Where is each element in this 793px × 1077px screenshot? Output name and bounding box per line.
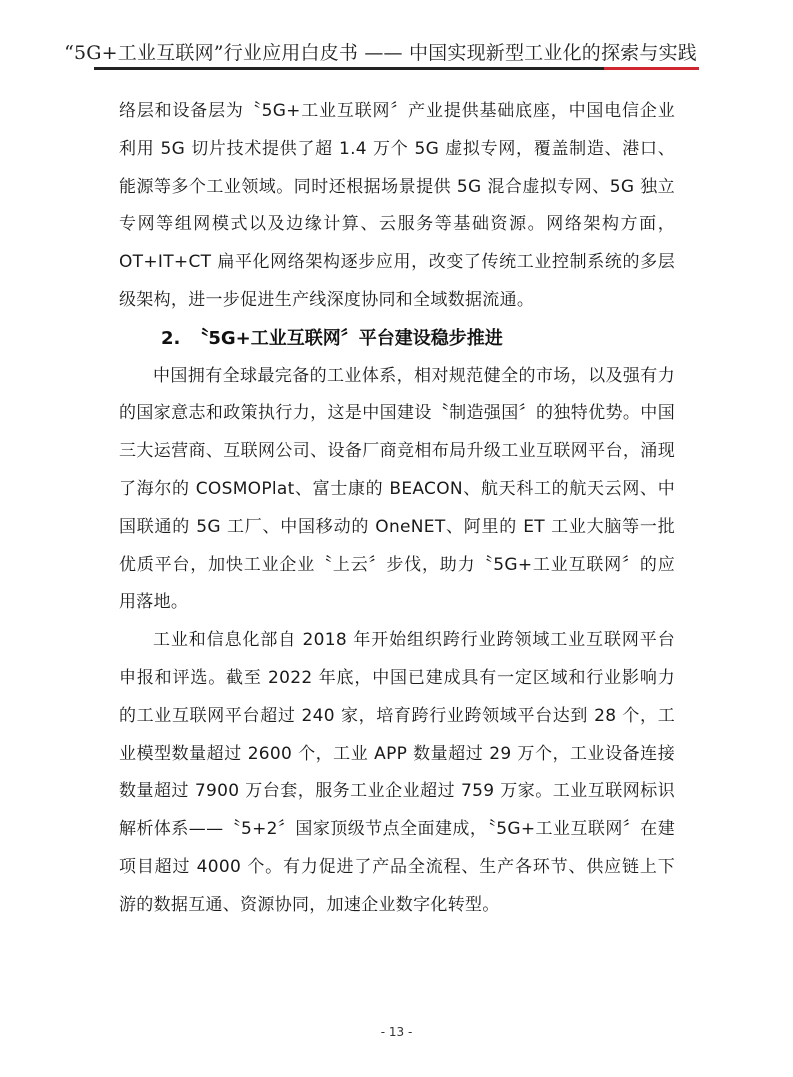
- body-paragraph-2: 中国拥有全球最完备的工业体系，相对规范健全的市场，以及强有力的国家意志和政策执行力，这是中国建设〝制造强国〞的独特优势。中国三大运营商、互联网公司、设备厂商竞相布局升级工业互联网平台，涌现了海尔的 COSMOPlat、富士康的 BEACON、航天科工的航天云网、中国联通的 5G 工厂、中国移动的 OneNET、阿里的 ET 工业大脑等一批优质平台，加快工业企业〝上云〞步伐，助力〝5G+工业互联网〞的应用落地。: [119, 365, 675, 613]
- body-paragraph-3: 工业和信息化部自 2018 年开始组织跨行业跨领域工业互联网平台申报和评选。截至 2022 年底，中国已建成具有一定区域和行业影响力的工业互联网平台超过 240 家，培育跨行业跨领域平台达到 28 个，工业模型数量超过 2600 个，工业 APP 数量超过 29 万个，工业设备连接数量超过 7900 万台套，服务工业企业超过 759 万家。工业互联网标识解析体系——〝5+2〞国家顶级节点全面建成，〝5G+工业互联网〞在建项目超过 4000 个。有力促进了产品全流程、生产各环节、供应链上下游的数据互通、资源协同，加速企业数字化转型。: [119, 630, 675, 915]
- header-rule-red: [604, 67, 699, 70]
- section-title: 〝5G+工业互联网〞平台建设稳步推进: [190, 327, 503, 349]
- header-rule-dark: [94, 67, 604, 70]
- body-paragraph-1: 络层和设备层为〝5G+工业互联网〞产业提供基础底座，中国电信企业利用 5G 切片技术提供了超 1.4 万个 5G 虚拟专网，覆盖制造、港口、能源等多个工业领域。同时还根据场景提供 5G 混合虚拟专网、5G 独立专网等组网模式以及边缘计算、云服务等基础资源。网络架构方面，OT+IT+CT 扁平化网络架构逐步应用，改变了传统工业控制系统的多层级架构，进一步促进生产线深度协同和全域数据流通。: [119, 101, 675, 310]
- page-header: [0, 0, 793, 80]
- document-title: “5G+工业互联网”行业应用白皮书 —— 中国实现新型工业化的探索与实践: [64, 42, 697, 64]
- page-number: - 13 -: [380, 1025, 413, 1039]
- page-body: [119, 93, 675, 925]
- section-number: 2.: [161, 327, 181, 349]
- section-heading: [119, 320, 675, 358]
